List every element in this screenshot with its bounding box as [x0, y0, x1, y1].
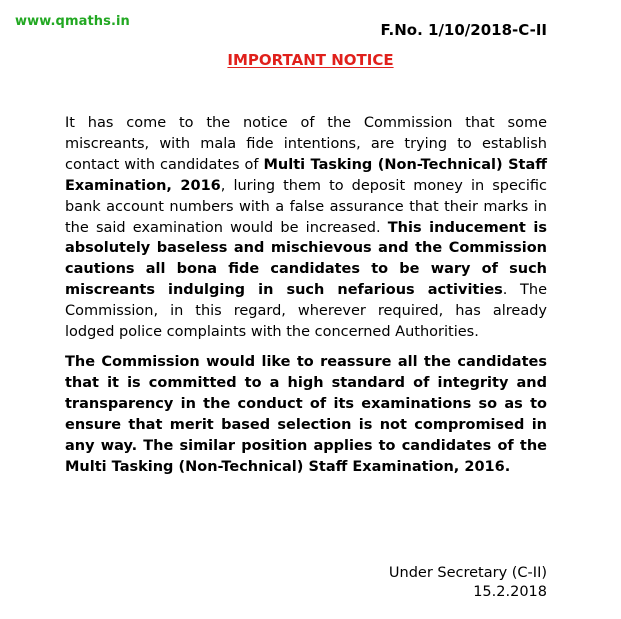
exam-name-bold: Multi Tasking (Non-Technical) Staff Examination, 2016 [65, 156, 547, 194]
watermark-link[interactable]: www.qmaths.in [15, 14, 130, 29]
paragraph-1-text-2: , luring them to deposit money in specific bank account numbers with a false assurance that their marks in the said examination would be increased. [65, 177, 547, 236]
notice-title: IMPORTANT NOTICE [227, 51, 394, 69]
paragraph-1-text-3: . The Commission, in this regard, wherever required, has already lodged police complaints with the concerned Authorities. [65, 282, 547, 341]
paragraph-1 [65, 113, 547, 343]
caution-bold: This inducement is absolutely baseless and mischievous and the Commission cautions all bona fide candidates to be wary of such miscreants indulging in such nefarious activities [65, 219, 547, 299]
file-number: F.No. 1/10/2018-C-II [380, 21, 547, 39]
paragraph-2: The Commission would like to reassure all the candidates that it is committed to a high standard of integrity and transparency in the conduct of its examinations so as to ensure that merit based selection is not compromised in any way. The similar position applies to candidates of the Multi Tasking (Non-Technical) Staff Examination, 2016. [65, 353, 547, 475]
notice-body [65, 113, 547, 477]
signature-block [389, 564, 547, 602]
notice-date: 15.2.2018 [473, 584, 547, 600]
signatory-designation: Under Secretary (C-II) [388, 565, 547, 581]
paragraph-1-text-1: It has come to the notice of the Commission that some miscreants, with mala fide intentions, are trying to establish contact with candidates of [65, 115, 547, 173]
